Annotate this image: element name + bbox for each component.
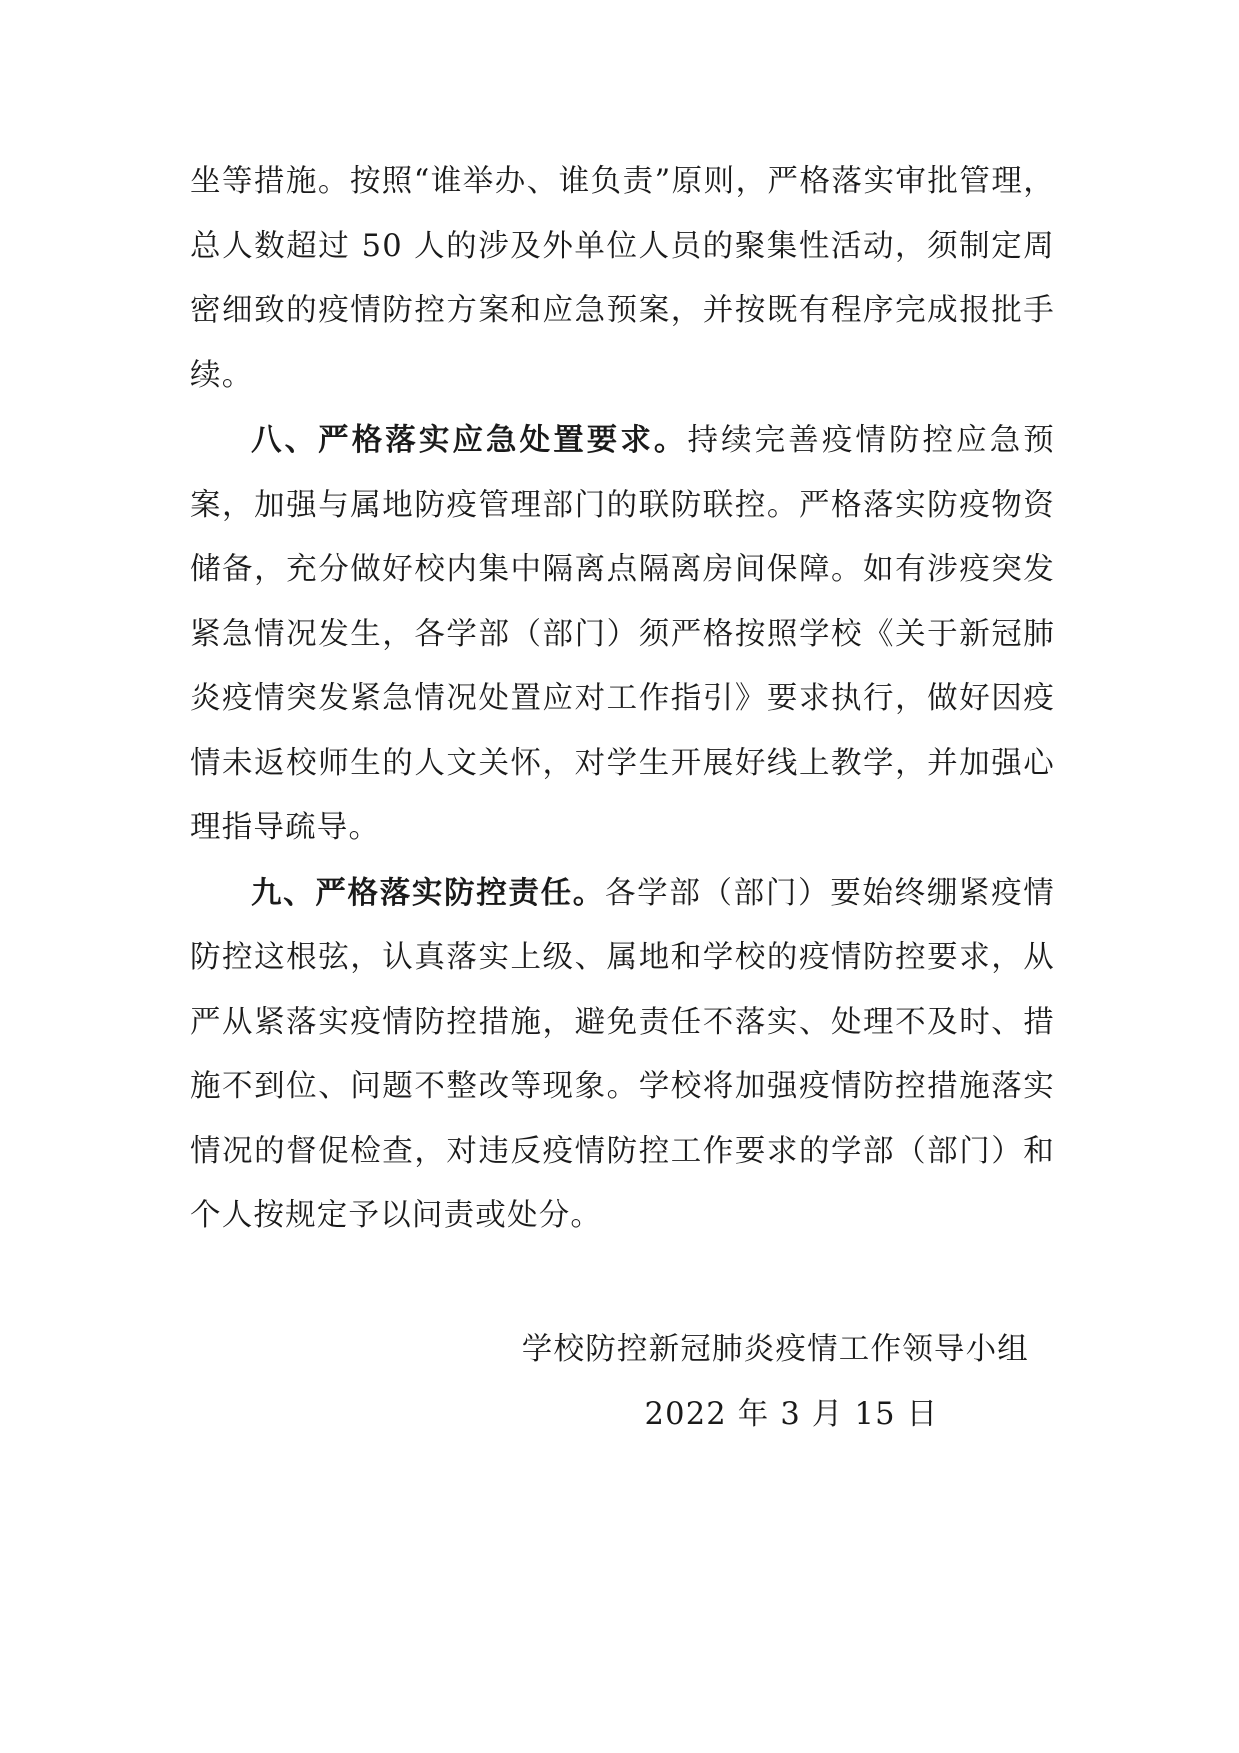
- signature-date: 2022 年 3 月 15 日: [644, 1396, 939, 1432]
- signature-block: [522, 1318, 1029, 1447]
- paragraph-text: 各学部（部门）要始终绷紧疫情防控这根弦，认真落实上级、属地和学校的疫情防控要求，从严从紧落实疫情防控措施，避免责任不落实、处理不及时、措施不到位、问题不整改等现象。学校将加强疫情防控措施落实情况的督促检查，对违反疫情防控工作要求的学部（部门）和个人按规定予以问责或处分。: [190, 875, 1055, 1233]
- section-heading-nine: 九、严格落实防控责任。: [251, 874, 605, 911]
- section-heading-eight: 八、严格落实应急处置要求。: [251, 422, 688, 458]
- paragraph-section-nine: [190, 861, 1055, 1249]
- paragraph-text: 坐等措施。按照“谁举办、谁负责”原则，严格落实审批管理，总人数超过 50 人的涉及外单位人员的聚集性活动，须制定周密细致的疫情防控方案和应急预案，并按既有程序完成报批手续。: [190, 164, 1055, 393]
- document-body: [190, 150, 1055, 1249]
- paragraph-continuation: [190, 150, 1055, 408]
- paragraph-text: 持续完善疫情防控应急预案，加强与属地防疫管理部门的联防联控。严格落实防疫物资储备，充分做好校内集中隔离点隔离房间保障。如有涉疫突发紧急情况发生，各学部（部门）须严格按照学校《关于新冠肺炎疫情突发紧急情况处置应对工作指引》要求执行，做好因疫情未返校师生的人文关怀，对学生开展好线上教学，并加强心理指导疏导。: [190, 423, 1055, 845]
- paragraph-section-eight: [190, 408, 1055, 861]
- signature-organization: 学校防控新冠肺炎疫情工作领导小组: [521, 1332, 1029, 1367]
